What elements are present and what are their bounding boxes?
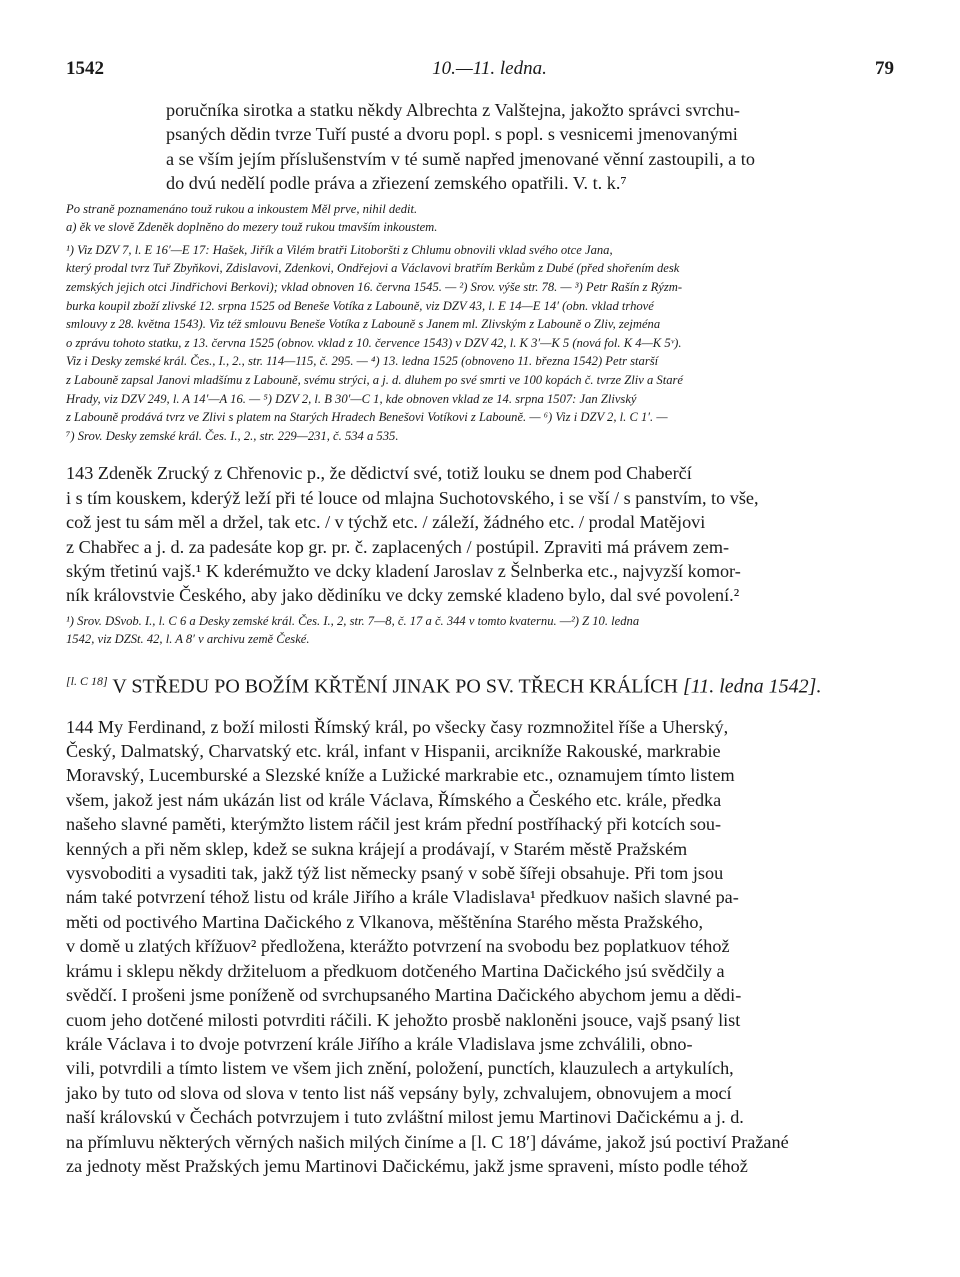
header-date: 10.—11. ledna. xyxy=(432,58,547,79)
footnotes-block-1 xyxy=(66,241,894,446)
text-line: našeho slavné paměti, kterýmžto listem ráčil jest krám přední postříhacký při kotcích sou- xyxy=(66,814,722,835)
text-line: na přímluvu některých věrných našich milých činíme a [l. C 18′] dáváme, jakož jsú poctiví Pražané xyxy=(66,1131,789,1152)
text-line: krámu i sklepu někdy držiteluom a předkuom dotčeného Martina Dačického jsú svědčily a xyxy=(66,960,725,981)
text-line: jako by tuto od slova od slova v tento list náš vepsány byly, zchvalujem, obnovujem a mocí xyxy=(66,1082,732,1103)
note-line: a) ěk ve slově Zdeněk doplněno do mezery touž rukou tmavším inkoustem. xyxy=(66,220,438,235)
text-line: psaných dědin tvrze Tuří pusté a dvoru popl. s popl. s vesnicemi jmenovanými xyxy=(166,124,738,145)
footnote-line: Hrady, viz DZV 249, l. A 14′—A 16. — ⁵) DZV 2, l. B 30′—C 1, kde obnoven vklad ze 14. srpna 1507: Jan Zlivský xyxy=(66,391,637,406)
heading-text: V STŘEDU PO BOŽÍM KŘTĚNÍ JINAK PO SV. TŘECH KRÁLÍCH xyxy=(112,675,678,698)
footnote-line: smlouvy z 28. května 1543). Viz též smlouvu Beneše Votíka z Labouně s Janem ml. Zlivským z Labouně o Zliv, zejména xyxy=(66,317,661,332)
footnotes-block-2 xyxy=(66,612,894,649)
section-heading xyxy=(66,667,894,701)
footnote-line: z Labouně zapsal Janovi mladšímu z Labouně, svému strýci, a j. d. dluhem po své smrti ve 100 kopách č. tvrze Zliv a Staré xyxy=(66,372,684,387)
heading-date: [11. ledna 1542]. xyxy=(682,675,822,698)
text-line: naší královskú v Čechách potvrzujem i tuto zvláštní milost jemu Martinovi Dačickému a j. d. xyxy=(66,1107,744,1128)
text-line: v domě u zlatých křížuov² předložena, kterážto potvrzení na svobodu bez poplatkuov téhož xyxy=(66,936,730,957)
text-line: kenných a při něm sklep, kdež se sukna krájejí a prodávají, v Starém městě Pražském xyxy=(66,838,688,859)
footnote-line: zemských jejich otci Jindřichovi Berkovi); vklad obnoven 16. června 1545. — ²) Srov. výše str. 78. — ³) Petr Rašín z Rýzm- xyxy=(66,280,683,294)
text-line: do dvú nedělí podle práva a zřiezení zemského opatřili. V. t. k.⁷ xyxy=(166,173,627,194)
footnote-line: z Labouně prodává tvrz ve Zlivi s platem na Starých Hradech Benešovi Votíkovi z Labouně. — ⁶) Viz i DZV 2, l. C 1′. — xyxy=(66,410,668,425)
page-number-left: 1542 xyxy=(66,58,104,79)
text-line: což jest tu sám měl a držel, tak etc. / v týchž etc. / záleží, žádného etc. / prodal Matějovi xyxy=(66,512,706,533)
text-line: vysvoboditi a vysaditi tak, jakž týž list německy psaný v sobě šířeji obsahuje. Při tom jsou xyxy=(66,863,724,884)
page-number-right: 79 xyxy=(874,58,894,79)
footnote-line: burka koupil zboží zlivské 12. srpna 1525 od Beneše Votíka z Labouně, viz DZV 43, l. E 14—E 14′ (obn. vklad trhové xyxy=(66,298,654,313)
text-line: nám také potvrzení téhož listu od krále Jiřího a krále Vladislava¹ předkuov našich slavné pa- xyxy=(66,887,739,908)
text-line: cuom jeho dotčené milosti potvrditi ráčili. K jehožto prosbě nakloněni jsouce, vajš psaný list xyxy=(66,1009,741,1030)
page-header xyxy=(66,58,894,80)
text-line: 144 My Ferdinand, z boží milosti Římský král, po všecky časy rozmnožitel říše a Uherský, xyxy=(66,716,729,737)
entry-144 xyxy=(66,715,894,1179)
text-line: i s tím kouskem, kderýž leží při té louce od mlajna Suchotovského, i se vší / s panstvím, to vše, xyxy=(66,487,759,508)
footnote-line: Viz i Desky zemské král. Čes., I., 2., str. 114—115, č. 295. — ⁴) 13. ledna 1525 (obnoveno 11. března 1542) Petr starší xyxy=(66,354,659,369)
spacer xyxy=(66,445,894,461)
text-line: krále Václava i to dvoje potvrzení krále Jiřího a krále Vladislava jsme zchválili, obno- xyxy=(66,1033,693,1054)
top-block xyxy=(66,98,894,196)
text-line: Český, Dalmatský, Charvatský etc. král, infant v Hispanii, arcikníže Rakouské, markrabie xyxy=(66,741,721,762)
text-line: z Chabřec a j. d. za padesáte kop gr. pr. č. zaplacených / postúpil. Zpraviti má právem zem- xyxy=(66,536,730,557)
footnote-line: ¹) Viz DZV 7, l. E 16′—E 17: Hašek, Jiřík a Vilém bratři Litoboršti z Chlumu obnovili vklad svého otce Jana, xyxy=(66,242,613,257)
footnote-line: o zprávu tohoto statku, z 13. června 1525 (obnov. vklad z 10. července 1543) v DZV 42, l. K 3′—K 5 (nová fol. K 4—K 5ᵛ). xyxy=(66,335,682,350)
footnote-line: 1542, viz DZSt. 42, l. A 8′ v archivu země České. xyxy=(66,632,310,647)
footnote-line: ⁷) Srov. Desky zemské král. Čes. I., 2., str. 229—231, č. 534 a 535. xyxy=(66,428,399,443)
margin-notes xyxy=(66,200,894,237)
text-line: a se vším jejím příslušenstvím v té sumě napřed jmenované věnní zastoupili, a to xyxy=(166,148,755,169)
entry-143 xyxy=(66,461,894,607)
text-line: poručníka sirotka a statku někdy Albrechta z Valštejna, jakožto správci svrchu- xyxy=(166,100,740,120)
footnote-line: ¹) Srov. DSvob. I., l. C 6 a Desky zemské král. Čes. I., 2, str. 7—8, č. 17 a č. 344 v tomto kvaternu. —²) Z 10. ledna xyxy=(66,613,640,628)
note-line: Po straně poznamenáno touž rukou a inkoustem Měl prve, nihil dedit. xyxy=(66,201,418,216)
text-line: 143 Zdeněk Zrucký z Chřenovic p., že dědictví své, totiž louku se dnem pod Chaberčí xyxy=(66,463,692,484)
text-line: všem, jakož jest nám ukázán list od krále Václava, Římského a Českého etc. krále, předka xyxy=(66,789,722,810)
heading-folio-ref: [l. C 18] xyxy=(66,673,108,688)
footnote-line: který prodal tvrz Tuř Zbyňkovi, Zdislavovi, Zdenkovi, Ondřejovi a Václavovi bratřím Berkům z Dubé (před shořením desk xyxy=(66,261,680,276)
text-line: měti od poctivého Martina Dačického z Vlkanova, měštěnína Starého města Pražského, xyxy=(66,911,704,932)
text-line: vili, potvrdili a tímto listem ve všem jich znění, položení, punctích, klauzulech a artykulích, xyxy=(66,1058,734,1079)
text-line: ník královstvie Českého, aby jako dědiníku ve dcky zemské kladeno bylo, dal své povolení.² xyxy=(66,585,740,606)
text-line: Moravský, Lucemburské a Slezské kníže a Lužické markrabie etc., oznamujem tímto listem xyxy=(66,765,735,786)
text-line: svědčí. I prošeni jsme poníženě od svrchupsaného Martina Dačického abychom jemu a dědi- xyxy=(66,985,742,1006)
text-line: ským třetinú vajš.¹ K kderémužto ve dcky kladení Jaroslav z Šelnberka etc., najvyzší komor- xyxy=(66,560,741,581)
text-line: za jednoty měst Pražských jemu Martinovi Dačickému, jakž jsme spraveni, místo podle téhož xyxy=(66,1155,748,1176)
